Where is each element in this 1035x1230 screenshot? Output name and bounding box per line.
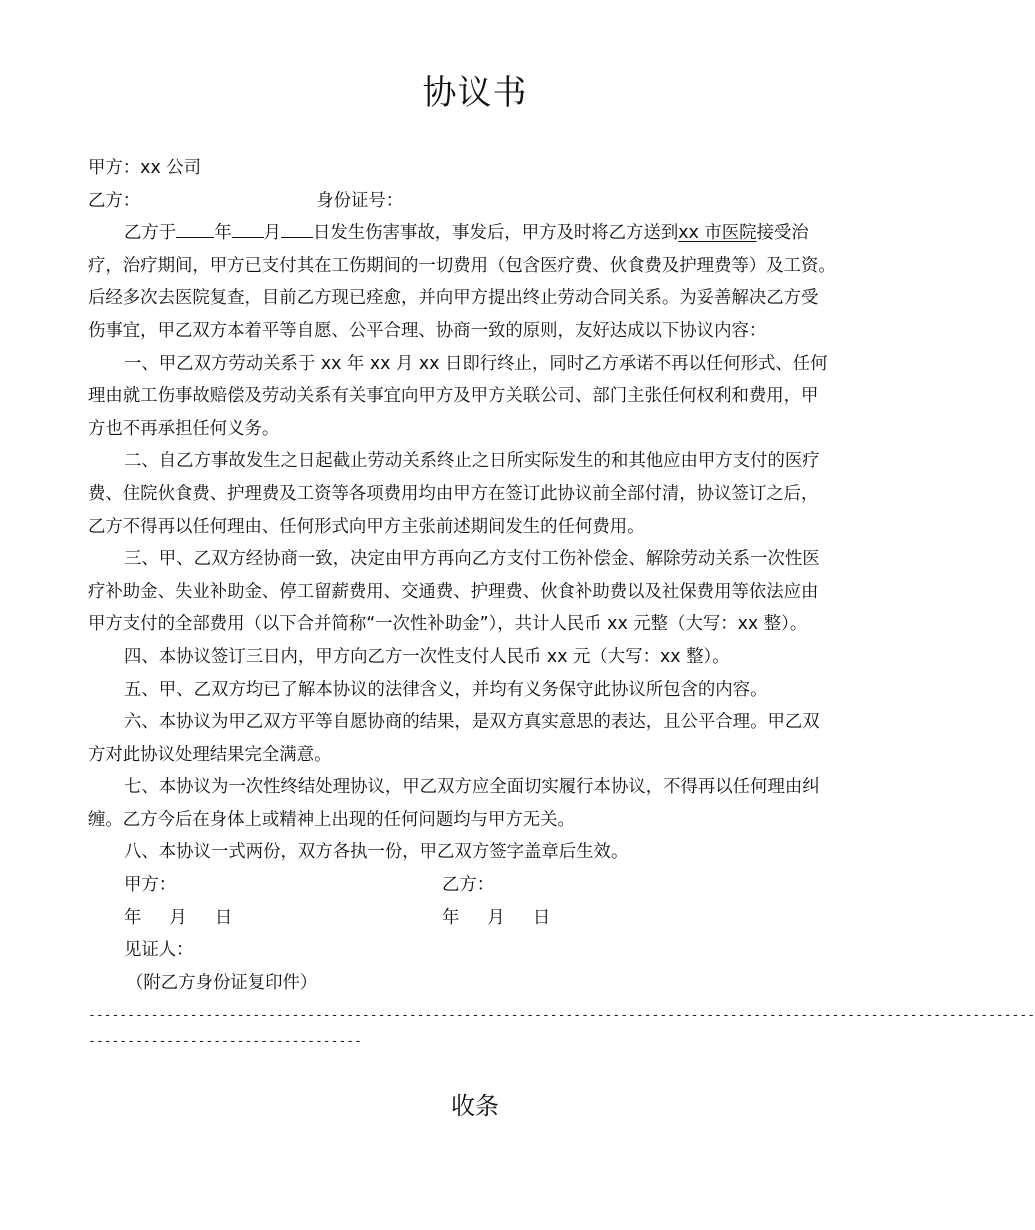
party-b-signature-label: 乙方：: [442, 875, 495, 896]
intro-line: 伤事宜，甲乙双方本着平等自愿、公平合理、协商一致的原则，友好达成以下协议内容：: [88, 320, 767, 341]
document-body: [88, 152, 862, 999]
month-blank: [232, 217, 264, 238]
document-title: 协议书: [422, 73, 528, 113]
clause-7: 七、本协议为一次性终结处理协议，甲乙双方应全面切实履行本协议，不得再以任何理由纠: [124, 777, 820, 798]
clause-1-line: 理由就工伤事故赔偿及劳动关系有关事宜向甲方及甲方关联公司、部门主张任何权利和费用，甲: [88, 386, 819, 407]
separator-line-end: -----------------------------------: [88, 1034, 362, 1049]
clause-4: 四、本协议签订三日内，甲方向乙方一次性支付人民币 xx 元（大写：xx 整）。: [124, 646, 730, 667]
receipt-title: 收条: [451, 1092, 499, 1120]
clause-2-line: 乙方不得再以任何理由、任何形式向甲方主张前述期间发生的任何费用。: [88, 516, 645, 537]
clause-6-line: 方对此协议处理结果完全满意。: [88, 744, 332, 765]
signature-parties-row: [88, 869, 862, 902]
party-a-line: 甲方：xx 公司: [88, 158, 202, 178]
document-page: [88, 0, 1035, 1230]
party-a-signature-label: 甲方：: [124, 875, 177, 896]
hospital-name: xx 市医院: [678, 223, 757, 244]
intro-first-line: 乙方于 年 月 日发生伤害事故，事发后，甲方及时将乙方送到xx 市医院接受治: [88, 217, 862, 250]
clause-8: 八、本协议一式两份，双方各执一份，甲乙双方签字盖章后生效。: [124, 842, 629, 863]
separator-line: -------------------------------------------------------------------------------------------------------------------------: [88, 1008, 1035, 1023]
clause-7-line: 缠。乙方今后在身体上或精神上出现的任何问题均与甲方无关。: [88, 809, 575, 830]
witness-label: 见证人：: [124, 940, 194, 961]
attachment-row: [88, 967, 862, 1000]
party-a-date: 年 月 日: [124, 907, 233, 928]
intro-line: 疗，治疗期间，甲方已支付其在工伤期间的一切费用（包含医疗费、伙食费及护理费等）及工资。: [88, 255, 836, 276]
attachment-note: （附乙方身份证复印件）: [126, 972, 318, 993]
clause-2-line: 费、住院伙食费、护理费及工资等各项费用均由甲方在签订此协议前全部付清，协议签订之后，: [88, 483, 819, 504]
intro-line: 后经多次去医院复查，目前乙方现已痊愈，并向甲方提出终止劳动合同关系。为妥善解决乙方受: [88, 288, 819, 309]
clause-1: 一、甲乙双方劳动关系于 xx 年 xx 月 xx 日即行终止，同时乙方承诺不再以任何形式、任何: [124, 353, 828, 374]
clause-5: 五、甲、乙双方均已了解本协议的法律含义，并均有义务保守此协议所包含的内容。: [124, 679, 768, 700]
signature-date-row: [88, 902, 862, 935]
party-b-date: 年 月 日: [442, 907, 551, 928]
party-b-label: 乙方：: [88, 190, 141, 211]
day-blank: [281, 217, 313, 238]
clause-3-line: 疗补助金、失业补助金、停工留薪费用、交通费、护理费、伙食补助费以及社保费用等依法应由: [88, 581, 819, 602]
clause-2: 二、自乙方事故发生之日起截止劳动关系终止之日所实际发生的和其他应由甲方支付的医疗: [124, 451, 820, 472]
id-number-label: 身份证号：: [316, 190, 404, 211]
clause-3: 三、甲、乙双方经协商一致，决定由甲方再向乙方支付工伤补偿金、解除劳动关系一次性医: [124, 549, 820, 570]
year-blank: [176, 217, 214, 238]
party-b-line: [88, 185, 862, 218]
witness-row: [88, 934, 862, 967]
clause-6: 六、本协议为甲乙双方平等自愿协商的结果，是双方真实意思的表达，且公平合理。甲乙双: [124, 712, 820, 733]
clause-1-line: 方也不再承担任何义务。: [88, 418, 280, 439]
clause-3-line: 甲方支付的全部费用（以下合并简称“一次性补助金”），共计人民币 xx 元整（大写：xx 整）。: [88, 614, 808, 635]
